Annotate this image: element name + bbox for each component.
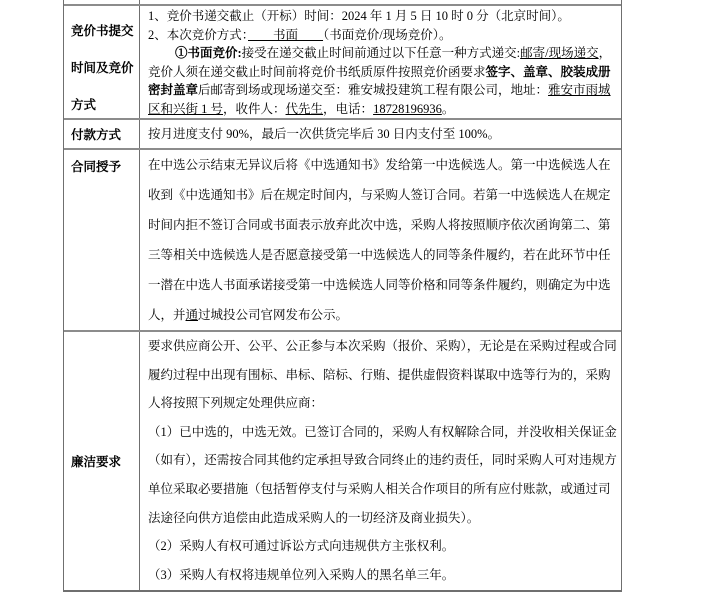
cutoff-content-cell [140,0,621,4]
text-line [148,100,618,119]
text-run: ，电话： [323,101,374,116]
row-header-contract-award: 合同授予 [64,150,140,330]
text-line [148,81,618,100]
text-run: 代先生 [285,101,324,116]
text-line [148,44,618,63]
row-content-integrity [140,332,621,590]
text-run: 后邮寄到场或现场递交至：雅安城投建筑工程有限公司，地址： [198,83,549,97]
text-run: 要求供应商公开、公平、公正参与本次采购（报价、采购），无论是在采购过程或合同履约过程中出现有围标、串标、陪标、行贿、提供虚假资料谋取中选等行为的，采购人将按照下列规定处理供应商： [148,339,617,411]
text-run: 1、竞价书递交截止（开标）时间：2024 年 1 月 5 日 10 时 0 分（北京时间）。 [148,9,570,23]
paragraph [148,332,618,418]
paragraph [148,561,618,590]
paragraph [148,418,618,532]
text-run: ，收件人： [223,101,286,116]
text-run: 按月进度支付 90%，最后一次供货完毕后 30 日内支付至 100%。 [148,127,501,141]
paragraph [148,150,618,330]
text-run: 邮寄/现场递交 [520,46,599,60]
text-run: 通 [185,308,199,322]
text-run: （1）已中选的，中选无效。已签订合同的，采购人有权解除合同，并没收相关保证金（如有），还需按合同其他约定承担导致合同终止的违约责任，同时采购人可对违规方单位采取必要措施（包括暂停支付与采购人相关合作项目的所有应付账款，或通过司法途径向供方追偿由此造成采购人的一切经济及商业损失）。 [148,424,617,525]
text-run: 过城投公司官网发布公示。 [198,308,349,322]
text-run: 。 [441,101,455,116]
table-row-payment [64,118,621,148]
text-run: 书面 [248,27,324,42]
row-header-payment: 付款方式 [64,120,140,148]
text-run: 雅安市雨城 [548,83,611,97]
text-run: 区和兴街 1 号 [148,101,224,116]
table-top-cutoff-row [64,0,621,4]
cutoff-label-cell [64,0,140,4]
text-run: ①书面竞价: [175,46,242,60]
text-run: 竞价人须在递交截止时间前将竞价书纸质原件按照竞价函要求 [148,64,486,79]
text-run: （2）采购人有权可通过诉讼方式向违规供方主张权利。 [148,539,455,554]
table-row-bid-submission [64,4,621,118]
text-line [148,63,618,82]
text-run: 2、本次竞价方式： [148,27,249,42]
row-header-integrity: 廉洁要求 [64,332,140,590]
text-run: 密封盖章 [148,83,199,97]
text-run: 18728196936 [373,101,442,116]
row-content-contract-award [140,150,621,330]
row-content-bid-submission [140,6,621,118]
paragraph [148,532,618,561]
text-run: 在中选公示结束无异议后将《中选通知书》发给第一中选候选人。第一中选候选人在收到《中选通知书》后在规定时间内，与采购人签订合同。若第一中选候选人在规定时间内拒不签订合同或书面表示放弃此次中选，采购人将按照顺序依次函询第二、第三等相关中选候选人是否愿意接受第一中选候选人的同等条件履约，若在此环节中任一潜在中选人书面承诺接受第一中选候选人同等价格和同等条件履约，则确定为中选人，并 [148,158,611,322]
text-run: ， [598,46,612,60]
procurement-notice-table [63,0,622,592]
text-line [148,7,618,26]
text-run: 签字、盖章、胶装成册 [485,64,611,79]
text-line [148,120,500,148]
row-content-payment [140,120,621,148]
text-run: 接受在递交截止时间前通过以下任意一种方式递交: [241,46,521,60]
text-line [148,26,618,45]
table-row-contract-award [64,148,621,330]
text-run: （书面竞价/现场竞价）。 [323,27,452,42]
row-header-bid-submission: 竞价书提交时间及竞价方式 [64,6,140,118]
table-row-integrity [64,330,621,590]
text-run: （3）采购人有权将违规单位列入采购人的黑名单三年。 [148,567,455,582]
